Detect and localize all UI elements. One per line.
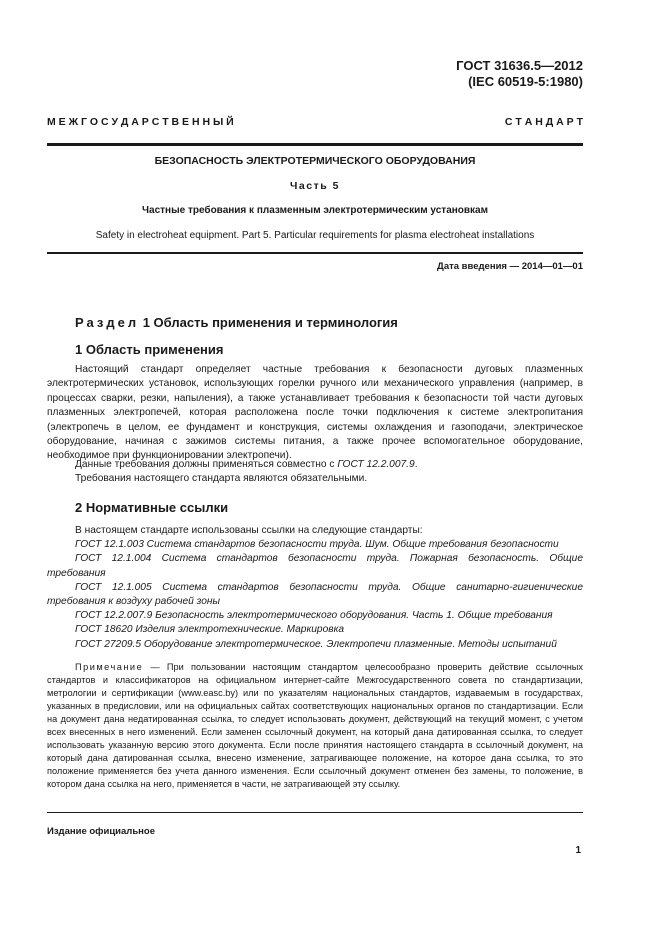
reference-item: ГОСТ 12.1.004 Система стандартов безопасности труда. Пожарная безопасность. Общие требования xyxy=(47,553,583,579)
introduction-date: Дата введения — 2014—01—01 xyxy=(437,261,583,272)
reference-item: ГОСТ 12.2.007.9 Безопасность электротермического оборудования. Часть 1. Общие требования xyxy=(75,610,553,622)
gost-reference-link: ГОСТ 12.2.007.9 xyxy=(337,459,415,470)
iec-number: (IEC 60519-5:1980) xyxy=(468,74,583,89)
standard-type-right: С Т А Н Д А Р Т xyxy=(504,116,583,128)
scope-paragraph-2: Данные требования должны применяться совместно с ГОСТ 12.2.007.9. Требования настоящего стандарта являются обязательными. xyxy=(47,458,583,487)
document-code-block xyxy=(456,58,583,90)
scope-text-1: Настоящий стандарт определяет частные требования к безопасности дуговых плазменных электротермических установок, использующих горелки ручного или механического управления (например, в процессах сварки, резки, напыления), а также устанавливает требования к безопасности той части дуговых плазменных электропечей, которая расположена после точки подключения к системе электропитания (электропечь в целом, ее фундамент и конструкция, системы охлаждения и газоподачи, электрическое оборудование, начиная с зажимов системы питания, а также прочее вспомогательное оборудование, необходимое при функционировании электропечи). xyxy=(47,364,583,462)
section-heading xyxy=(75,315,398,330)
edition-label: Издание официальное xyxy=(47,826,155,837)
scope-paragraph-1 xyxy=(47,363,583,464)
scope-text-2: Данные требования должны применяться совместно с xyxy=(75,459,338,470)
note-text: — При пользовании настоящим стандартом целесообразно проверить действие ссылочных стандартов и классификаторов на официальном интернет-сайте Межгосударственного совета по стандартизации, метрологии и сертификации (www.easc.by) или по указателям национальных стандартов, издаваемым в государствах, указанных в предисловии, или на официальных сайтах соответствующих национальных органов по стандартизации. Если на документ дана недатированная ссылка, то следует использовать документ, действующий на текущий момент, с учетом всех внесенных в него изменений. Если заменен ссылочный документ, на который дана датированная ссылка, то следует использовать указанную версию этого документа. Если после принятия настоящего стандарта в ссылочный документ, на который дана датированная ссылка, внесено изменение, затрагивающее положение, на которое дана ссылка, то это положение применяется без учета данного изменения. Если ссылочный документ отменен без замены, то положение, в котором дана ссылка на него, применяется в части, не затрагивающей эту ссылку. xyxy=(47,662,583,789)
standard-type-line xyxy=(47,116,583,128)
page-number: 1 xyxy=(575,845,581,856)
section-title: 1 Область применения и терминология xyxy=(142,315,398,330)
gost-number: ГОСТ 31636.5—2012 xyxy=(456,58,583,73)
title-divider xyxy=(47,252,583,254)
main-title: БЕЗОПАСНОСТЬ ЭЛЕКТРОТЕРМИЧЕСКОГО ОБОРУДОВАНИЯ xyxy=(154,155,476,167)
top-divider xyxy=(47,143,583,146)
sub-title: Частные требования к плазменным электротермическим установкам xyxy=(141,205,489,216)
part-title: Часть 5 xyxy=(290,180,340,192)
references-intro: В настоящем стандарте использованы ссылки на следующие стандарты: xyxy=(75,525,423,536)
references-heading: 2 Нормативные ссылки xyxy=(75,500,229,515)
scope-text-3: Требования настоящего стандарта являются обязательными. xyxy=(75,473,368,485)
reference-item: ГОСТ 27209.5 Оборудование электротермическое. Электропечи плазменные. Методы испытаний xyxy=(75,638,557,650)
reference-item: ГОСТ 12.1.005 Система стандартов безопасности труда. Общие санитарно-гигиенические требования к воздуху рабочей зоны xyxy=(47,581,583,608)
reference-item: ГОСТ 12.1.003 Система стандартов безопасности труда. Шум. Общие требования безопасности xyxy=(75,539,559,551)
scope-heading: 1 Область применения xyxy=(75,342,224,357)
note-paragraph xyxy=(47,661,583,791)
footer-divider xyxy=(47,812,583,813)
references-list xyxy=(47,524,583,652)
reference-item: ГОСТ 18620 Изделия электротехнические. Маркировка xyxy=(75,624,345,636)
section-word: Раздел xyxy=(75,315,140,330)
english-title: Safety in electroheat equipment. Part 5. Particular requirements for plasma electroheat installations xyxy=(95,230,535,241)
note-label: Примечание xyxy=(75,662,144,672)
standard-type-left: М Е Ж Г О С У Д А Р С Т В Е Н Н Ы Й xyxy=(47,116,234,128)
